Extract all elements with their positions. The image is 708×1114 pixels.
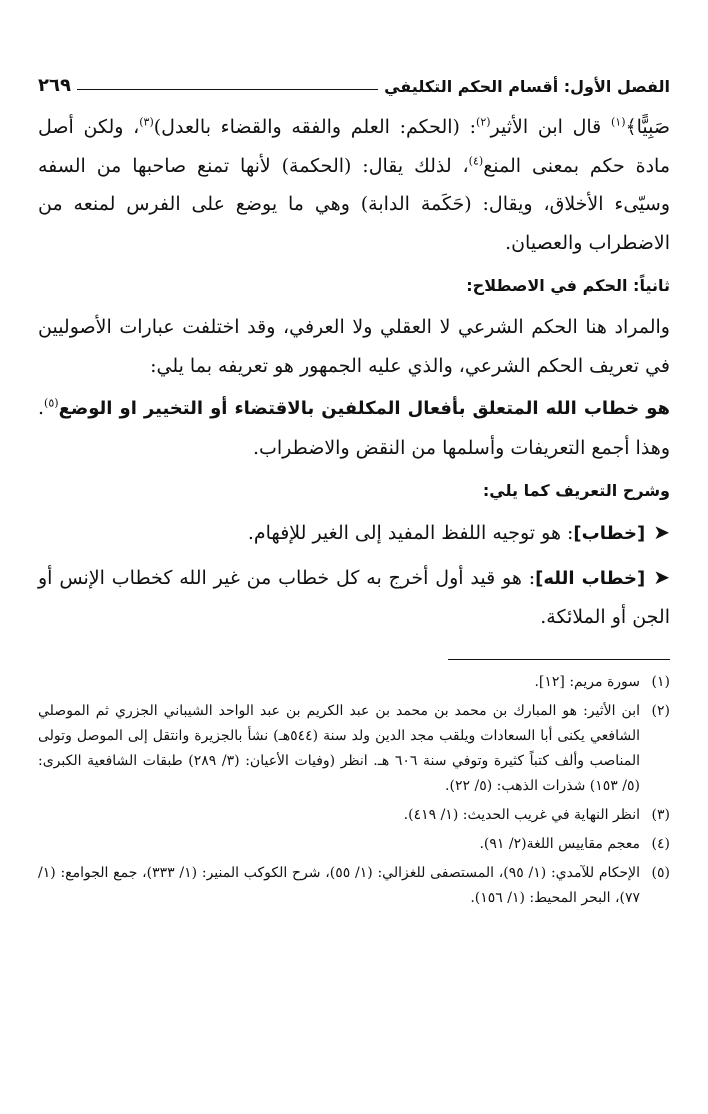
footnote-text: سورة مريم: [١٢]. bbox=[534, 673, 640, 690]
footnote-number: (١) bbox=[651, 673, 670, 690]
intro-text-d: ، لذلك يقال: (الحكمة) لأنها تمنع صاحبها من السفه وسيّىء الأخلاق، ويقال: (حَكَمة الدابة) وهي ما يوضع على الفرس لمنعه من الاضطراب والعصيان. bbox=[38, 154, 670, 254]
footnote-text: ابن الأثير: هو المبارك بن محمد بن محمد بن عبد الكريم بن عبد الواحد الشيباني الجزري ثم الموصلي الشافعي يكنى أبا السعادات ويلقب مجد الدين ولد سنة (٥٤٤هـ) نشأ بالجزيرة وانتقل إلى الموصل وتولى المناصب وألف كتباً كثيرة وتوفي سنة ٦٠٦ هـ. انظر (وفيات الأعيان: (٣/ ٢٨٩) طبقات الشافعية الكبرى: (٥/ ١٥٣) شذرات الذهب: (٥/ ٢٢). bbox=[38, 702, 641, 794]
footnote bbox=[38, 803, 670, 828]
footnote-separator bbox=[448, 659, 670, 660]
footnote-ref-4[interactable]: (٤) bbox=[468, 154, 484, 168]
bullet-text: : هو توجيه اللفظ المفيد إلى الغير للإفهام. bbox=[247, 522, 574, 544]
chapter-title: الفصل الأول: أقسام الحكم التكليفي bbox=[384, 77, 670, 96]
bullet-item-khitab-allah bbox=[38, 558, 670, 637]
page-number: ٢٦٩ bbox=[38, 75, 71, 96]
intro-text-b: : (الحكم: العلم والفقه والقضاء بالعدل) bbox=[153, 116, 477, 138]
section-heading: ثانياً: الحكم في الاصطلاح: bbox=[466, 276, 670, 295]
intro-text-a: قال ابن الأثير bbox=[490, 116, 611, 138]
footnote-ref-1[interactable]: (١) bbox=[610, 115, 626, 129]
footnote-ref-2[interactable]: (٢) bbox=[476, 115, 491, 129]
footnote-text: انظر النهاية في غريب الحديث: (١/ ٤١٩). bbox=[403, 806, 640, 823]
bullet-text: : هو قيد أول أخرج به كل خطاب من غير الله كخطاب الإنس أو الجن أو الملائكة. bbox=[38, 566, 670, 628]
intro-paragraph-block bbox=[38, 108, 670, 262]
terminology-paragraph: والمراد هنا الحكم الشرعي لا العقلي ولا العرفي، وقد اختلفت عبارات الأصوليين في تعريف الحكم الشرعي، والذي عليه الجمهور هو تعريفه بما يلي: bbox=[38, 316, 670, 377]
footnote bbox=[38, 861, 670, 911]
intro-text-c: ، ولكن أصل مادة حكم بمعنى المنع bbox=[38, 116, 671, 177]
footnote bbox=[38, 670, 670, 695]
footnote bbox=[38, 699, 670, 799]
header-rule bbox=[77, 89, 378, 90]
footnote-number: (٢) bbox=[651, 702, 670, 719]
arrow-bullet-icon: ➤ bbox=[653, 564, 670, 589]
definition-bold: هو خطاب الله المتعلق بأفعال المكلفين بالاقتضاء أو التخيير او الوضع bbox=[58, 398, 670, 419]
explanation-heading: وشرح التعريف كما يلي: bbox=[482, 481, 670, 500]
arrow-bullet-icon: ➤ bbox=[653, 520, 670, 544]
bullet-term: [خطاب] bbox=[573, 523, 646, 544]
footnote bbox=[38, 832, 670, 857]
footnote-text: معجم مقاييس اللغة(٢/ ٩١). bbox=[479, 835, 640, 852]
definition-paragraph bbox=[38, 389, 670, 467]
footnote-number: (٥) bbox=[651, 864, 670, 881]
bullet-item-khitab bbox=[38, 513, 670, 554]
intro-paragraph bbox=[38, 108, 670, 262]
book-page bbox=[38, 60, 670, 915]
definition-rest: . وهذا أجمع التعريفات وأسلمها من النقض والاضطراب. bbox=[38, 397, 670, 459]
footnote-number: (٣) bbox=[651, 806, 670, 823]
footnote-ref-5[interactable]: (٥) bbox=[44, 396, 59, 410]
running-header bbox=[38, 60, 670, 96]
footnote-number: (٤) bbox=[651, 835, 670, 852]
bullet-term: [خطاب الله] bbox=[535, 567, 646, 589]
footnote-text: الإحكام للآمدي: (١/ ٩٥)، المستصفى للغزالي: (١/ ٥٥)، شرح الكوكب المنير: (١/ ٣٣٣)، جمع الجوامع: (١/ ٧٧)، البحر المحيط: (١/ ١٥٦). bbox=[38, 864, 641, 906]
quran-ending: صَبِيًّا﴾ bbox=[625, 116, 671, 138]
footnote-ref-3[interactable]: (٣) bbox=[139, 115, 154, 129]
footnotes bbox=[38, 670, 670, 911]
